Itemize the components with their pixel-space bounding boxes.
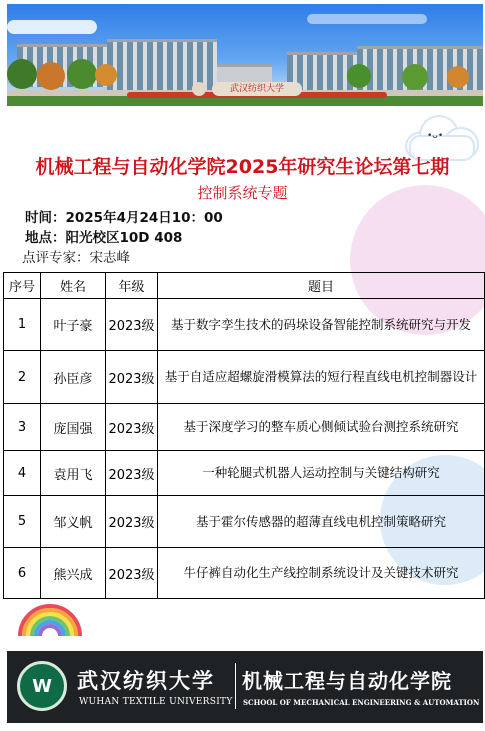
table-row [4, 351, 485, 404]
table-row [4, 404, 485, 451]
rainbow-icon [18, 604, 82, 636]
campus-sign: 武汉纺织大学 [212, 82, 302, 96]
table-header-row [4, 273, 485, 299]
row-number: 1 [4, 299, 41, 351]
report-topic: 基于自适应超螺旋滑模算法的短行程直线电机控制器设计 [158, 351, 485, 404]
student-name: 孙臣彦 [41, 351, 106, 404]
student-name: 熊兴成 [41, 548, 106, 599]
schedule-table [3, 272, 485, 599]
column-header-number: 序号 [4, 273, 41, 299]
student-name: 庞国强 [41, 404, 106, 451]
student-grade: 2023级 [106, 404, 158, 451]
event-time: 时间：2025年4月24日10：00 [25, 210, 223, 226]
school-name-en: SCHOOL OF MECHANICAL ENGINEERING & AUTOMATION [243, 698, 480, 707]
university-name-cn: 武汉纺织大学 [77, 668, 215, 693]
row-number: 2 [4, 351, 41, 404]
event-location: 地点：阳光校区10D 408 [25, 230, 183, 246]
student-grade: 2023级 [106, 548, 158, 599]
student-name: 叶子豪 [41, 299, 106, 351]
page-title: 机械工程与自动化学院2025年研究生论坛第七期 [35, 156, 450, 178]
row-number: 6 [4, 548, 41, 599]
student-grade: 2023级 [106, 496, 158, 548]
table-row [4, 451, 485, 496]
report-topic: 基于深度学习的整车质心侧倾试验台测控系统研究 [158, 404, 485, 451]
column-header-name: 姓名 [41, 273, 106, 299]
university-name-en: WUHAN TEXTILE UNIVERSITY [79, 697, 233, 707]
smiling-cloud-icon: •ᴗ• [405, 113, 477, 161]
table-row [4, 548, 485, 599]
footer-banner [7, 651, 483, 723]
column-header-grade: 年级 [106, 273, 158, 299]
event-expert: 点评专家：宋志峰 [22, 250, 130, 266]
row-number: 4 [4, 451, 41, 496]
table-row [4, 496, 485, 548]
campus-sign-emblem [192, 82, 206, 96]
column-header-topic: 题目 [158, 273, 485, 299]
report-topic: 基于霍尔传感器的超薄直线电机控制策略研究 [158, 496, 485, 548]
campus-photo [7, 4, 483, 106]
report-topic: 牛仔裤自动化生产线控制系统设计及关键技术研究 [158, 548, 485, 599]
student-grade: 2023级 [106, 351, 158, 404]
student-grade: 2023级 [106, 299, 158, 351]
page-subtitle: 控制系统专题 [197, 184, 288, 202]
report-topic: 一种轮腿式机器人运动控制与关键结构研究 [158, 451, 485, 496]
row-number: 3 [4, 404, 41, 451]
student-name: 袁用飞 [41, 451, 106, 496]
footer-divider [235, 663, 236, 709]
report-topic: 基于数字孪生技术的码垛设备智能控制系统研究与开发 [158, 299, 485, 351]
student-grade: 2023级 [106, 451, 158, 496]
school-name-cn: 机械工程与自动化学院 [242, 669, 452, 693]
row-number: 5 [4, 496, 41, 548]
university-logo-icon: W [17, 661, 67, 711]
table-row [4, 299, 485, 351]
student-name: 邹义帆 [41, 496, 106, 548]
